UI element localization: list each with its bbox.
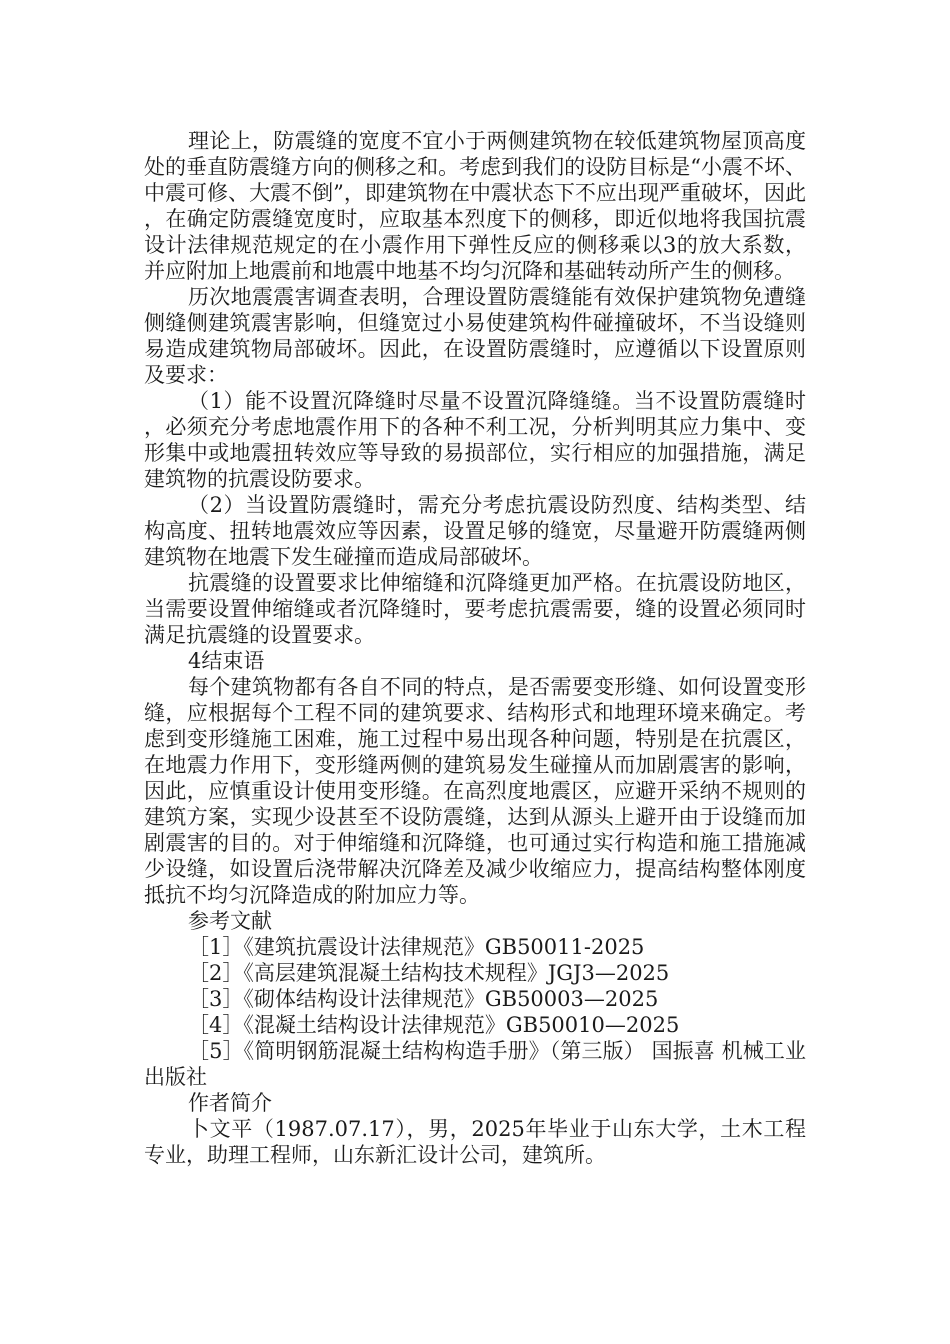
section-heading-author: 作者简介 — [188, 1091, 272, 1115]
paragraph-theory: 理论上，防震缝的宽度不宜小于两侧建筑物在较低建筑物屋顶高度处的垂直防震缝方向的侧移之和。考虑到我们的设防目标是“小震不坏、中震可修、大震不倒”，即建筑物在中震状态下不应出现严重破坏，因此，在确定防震缝宽度时，应取基本烈度下的侧移，即近似地将我国抗震设计法律规范规定的在小震作用下弹性反应的侧移乘以3的放大系数，并应附加上地震前和地震中地基不均匀沉降和基础转动所产生的侧移。 — [144, 129, 806, 283]
paragraph-author-bio: 卜文平（1987.07.17），男，2025年毕业于山东大学，土木工程专业，助理工程师，山东新汇设计公司，建筑所。 — [144, 1117, 806, 1167]
section-heading-references: 参考文献 — [188, 909, 272, 933]
document-body — [144, 128, 806, 1168]
paragraph-earthquake-survey: 历次地震震害调查表明，合理设置防震缝能有效保护建筑物免遭缝侧缝侧建筑震害影响，但缝宽过小易使建筑构件碰撞破坏，不当设缝则易造成建筑物局部破坏。因此，在设置防震缝时，应遵循以下设置原则及要求： — [144, 285, 806, 387]
paragraph-rule-2: （2）当设置防震缝时，需充分考虑抗震设防烈度、结构类型、结构高度、扭转地震效应等因素，设置足够的缝宽，尽量避开防震缝两侧建筑物在地震下发生碰撞而造成局部破坏。 — [144, 493, 806, 569]
section-heading-conclusion: 4结束语 — [188, 649, 265, 673]
paragraph-seismic-joint-requirements: 抗震缝的设置要求比伸缩缝和沉降缝更加严格。在抗震设防地区，当需要设置伸缩缝或者沉降缝时，要考虑抗震需要，缝的设置必须同时满足抗震缝的设置要求。 — [144, 571, 806, 647]
reference-item: ［1］《建筑抗震设计法律规范》GB50011-2025 — [188, 935, 645, 959]
reference-item: ［2］《高层建筑混凝土结构技术规程》JGJ3—2025 — [188, 961, 670, 985]
paragraph-rule-1: （1）能不设置沉降缝时尽量不设置沉降缝缝。当不设置防震缝时，必须充分考虑地震作用下的各种不利工况，分析判明其应力集中、变形集中或地震扭转效应等导致的易损部位，实行相应的加强措施，满足建筑物的抗震设防要求。 — [144, 389, 806, 491]
reference-item: ［3］《砌体结构设计法律规范》GB50003—2025 — [188, 987, 659, 1011]
paragraph-conclusion: 每个建筑物都有各自不同的特点，是否需要变形缝、如何设置变形缝，应根据每个工程不同的建筑要求、结构形式和地理环境来确定。考虑到变形缝施工困难，施工过程中易出现各种问题，特别是在抗震区，在地震力作用下，变形缝两侧的建筑易发生碰撞从而加剧震害的影响，因此，应慎重设计使用变形缝。在高烈度地震区，应避开采纳不规则的建筑方案，实现少设甚至不设防震缝，达到从源头上避开由于设缝而加剧震害的目的。对于伸缩缝和沉降缝，也可通过实行构造和施工措施减少设缝，如设置后浇带解决沉降差及减少收缩应力，提高结构整体刚度抵抗不均匀沉降造成的附加应力等。 — [144, 675, 806, 907]
reference-item: ［5］《简明钢筋混凝土结构构造手册》（第三版） 国振喜 机械工业出版社 — [144, 1039, 806, 1089]
reference-item: ［4］《混凝土结构设计法律规范》GB50010—2025 — [188, 1013, 680, 1037]
